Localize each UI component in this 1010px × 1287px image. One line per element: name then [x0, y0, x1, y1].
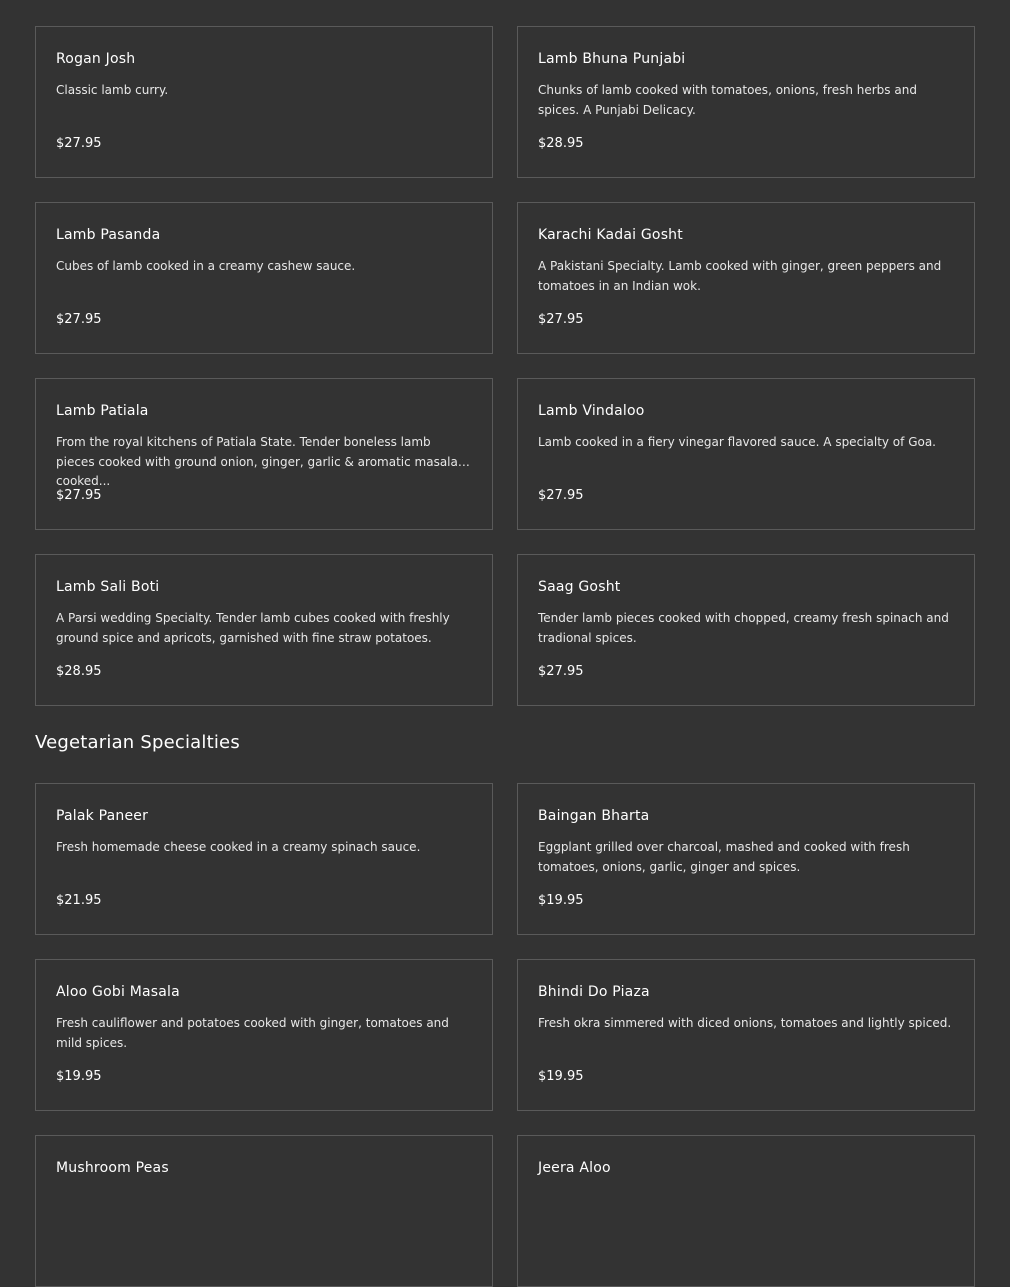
menu-item-description: Tender lamb pieces cooked with chopped, creamy fresh spinach and tradional spices. — [538, 611, 949, 645]
menu-item-price: $27.95 — [56, 312, 102, 327]
menu-item-name: Lamb Sali Boti — [56, 579, 160, 595]
menu-item-price: $19.95 — [538, 1069, 584, 1084]
menu-item-name: Lamb Patiala — [56, 403, 149, 419]
menu-item-name: Jeera Aloo — [538, 1160, 611, 1176]
menu-item-card[interactable] — [517, 378, 975, 530]
menu-item-name: Rogan Josh — [56, 51, 136, 67]
menu-item-card[interactable] — [517, 202, 975, 354]
menu-item-card[interactable] — [35, 959, 493, 1111]
menu-item-price: $19.95 — [56, 1069, 102, 1084]
menu-item-name: Lamb Bhuna Punjabi — [538, 51, 686, 67]
menu-item-name: Mushroom Peas — [56, 1160, 169, 1176]
menu-item-name: Saag Gosht — [538, 579, 621, 595]
menu-item-card[interactable] — [35, 783, 493, 935]
menu-item-card[interactable] — [35, 1135, 493, 1287]
menu-item-description: Cubes of lamb cooked in a creamy cashew sauce. — [56, 259, 356, 273]
menu-item-price: $19.95 — [538, 893, 584, 908]
menu-item-price: $27.95 — [56, 488, 102, 503]
menu-item-description: Chunks of lamb cooked with tomatoes, onions, fresh herbs and spices. A Punjabi Delicacy. — [538, 83, 917, 117]
menu-item-price: $27.95 — [538, 664, 584, 679]
vegetarian-menu-grid — [35, 783, 975, 1287]
lamb-menu-grid — [35, 26, 975, 706]
menu-item-card[interactable] — [517, 959, 975, 1111]
menu-item-description: A Parsi wedding Specialty. Tender lamb cubes cooked with freshly ground spice and apricots, garnished with fine straw potatoes. — [56, 611, 450, 645]
menu-item-price: $27.95 — [56, 136, 102, 151]
menu-item-price: $28.95 — [538, 136, 584, 151]
menu-item-description: Fresh homemade cheese cooked in a creamy spinach sauce. — [56, 840, 421, 854]
menu-item-description: Fresh okra simmered with diced onions, tomatoes and lightly spiced. — [538, 1016, 952, 1030]
menu-item-name: Bhindi Do Piaza — [538, 984, 650, 1000]
menu-item-description: Lamb cooked in a fiery vinegar flavored sauce. A specialty of Goa. — [538, 435, 936, 449]
menu-item-description: Fresh cauliflower and potatoes cooked with ginger, tomatoes and mild spices. — [56, 1016, 449, 1050]
menu-item-description: Eggplant grilled over charcoal, mashed and cooked with fresh tomatoes, onions, garlic, ginger and spices. — [538, 840, 910, 874]
menu-item-name: Lamb Pasanda — [56, 227, 161, 243]
section-title-vegetarian: Vegetarian Specialties — [35, 732, 240, 753]
menu-item-card[interactable] — [517, 783, 975, 935]
menu-item-description: A Pakistani Specialty. Lamb cooked with ginger, green peppers and tomatoes in an Indian wok. — [538, 259, 942, 293]
menu-item-card[interactable] — [517, 1135, 975, 1287]
menu-item-card[interactable] — [35, 202, 493, 354]
menu-item-price: $21.95 — [56, 893, 102, 908]
menu-item-card[interactable] — [35, 554, 493, 706]
menu-item-name: Palak Paneer — [56, 808, 149, 824]
menu-item-description: From the royal kitchens of Patiala State. Tender boneless lamb pieces cooked with ground onion, ginger, garlic & aromatic masala, cooked... — [56, 435, 462, 488]
menu-item-name: Karachi Kadai Gosht — [538, 227, 683, 243]
menu-item-card[interactable] — [517, 26, 975, 178]
menu-item-price: $28.95 — [56, 664, 102, 679]
menu-item-description: Classic lamb curry. — [56, 83, 169, 97]
menu-item-card[interactable] — [35, 26, 493, 178]
menu-item-card[interactable] — [517, 554, 975, 706]
menu-item-name: Aloo Gobi Masala — [56, 984, 180, 1000]
menu-item-card[interactable] — [35, 378, 493, 530]
menu-item-price: $27.95 — [538, 312, 584, 327]
menu-item-name: Lamb Vindaloo — [538, 403, 645, 419]
menu-item-name: Baingan Bharta — [538, 808, 650, 824]
menu-item-price: $27.95 — [538, 488, 584, 503]
